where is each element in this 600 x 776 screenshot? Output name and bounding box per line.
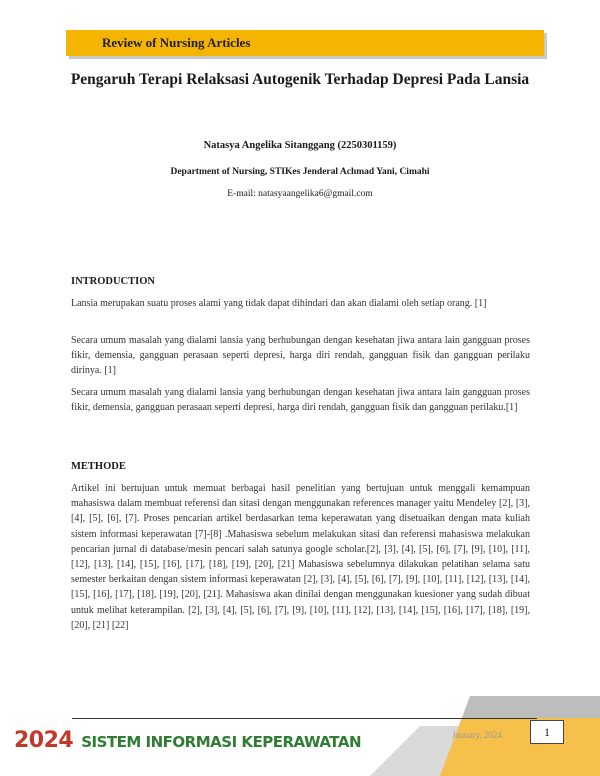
introduction-heading: INTRODUCTION (71, 276, 156, 287)
footer-brand (14, 728, 361, 753)
article-title: Pengaruh Terapi Relaksasi Autogenik Terhadap Depresi Pada Lansia (70, 71, 530, 88)
footer-brand-name: SISTEM INFORMASI KEPERAWATAN (81, 733, 362, 751)
page-number: 1 (530, 720, 564, 744)
methode-paragraph: Artikel ini bertujuan untuk memuat berbagai hasil penelitian yang bertujuan untuk menggali kemampuan mahasiswa dalam membuat referensi dan sitasi dengan menggunakan references manager yaitu Mendeley [2], [3], [4], [5], [6], [7]. Proses pencarian artikel berdasarkan tema keperawatan yang disetuaikan dengan mata kuliah sistem informasi keperawatan [7]-[8] .Mahasiswa sebelum melakukan sitasi dan referensi mahasiswa melakukan pencarian jurnal di database/mesin pencari salah satunya google scholar.[2], [3], [4], [5], [6], [7], [9], [10], [11], [12], [13], [14], [15], [16], [17], [18], [19], [20], [21] Mahasiswa sebelumnya dilakukan pelatihan selama satu semester berkaitan dengan sistem informasi keperawatan [2], [3], [4], [5], [6], [7], [9], [10], [11], [12], [13], [14], [15], [16], [17], [18], [19], [20], [21]. Mahasiswa akan dinilai dengan menggunakan kuesioner yang sudah dibuat untuk melihat keterampilan. [2], [3], [4], [5], [6], [7], [9], [10], [11], [12], [13], [14], [15], [16], [17], [18], [19], [20], [21] [22] (71, 483, 530, 631)
footer-date: January, 2024 (452, 730, 502, 740)
methode-heading: METHODE (71, 461, 126, 472)
article-affiliation: Department of Nursing, STIKes Jenderal Achmad Yani, Cimahi (170, 167, 430, 177)
article-author: Natasya Angelika Sitanggang (2250301159) (203, 140, 397, 151)
footer-rule (72, 718, 537, 719)
article-email: E-mail: natasyaangelika6@gmail.com (227, 189, 373, 199)
journal-header-bar (66, 30, 544, 56)
footer-year: 2024 (14, 728, 74, 753)
intro-paragraph-2: Secara umum masalah yang dialami lansia yang berhubungan dengan kesehatan jiwa antara lain gangguan proses fikir, demensia, gangguan perasaan seperti depresi, harga diri rendah, gangguan fisik dan gangguan perilaku dirinya. [1] (71, 335, 530, 377)
intro-paragraph-1: Lansia merupakan suatu proses alami yang tidak dapat dihindari dan akan dialami oleh setiap orang. [1] (71, 298, 487, 309)
journal-header-title: Review of Nursing Articles (102, 35, 251, 50)
intro-paragraph-3: Secara umum masalah yang dialami lansia yang berhubungan dengan kesehatan jiwa antara lain gangguan proses fikir, demensia, gangguan perasaan seperti depresi, harga diri rendah, gangguan fisik dan gangguan perilaku.[1] (71, 387, 530, 414)
